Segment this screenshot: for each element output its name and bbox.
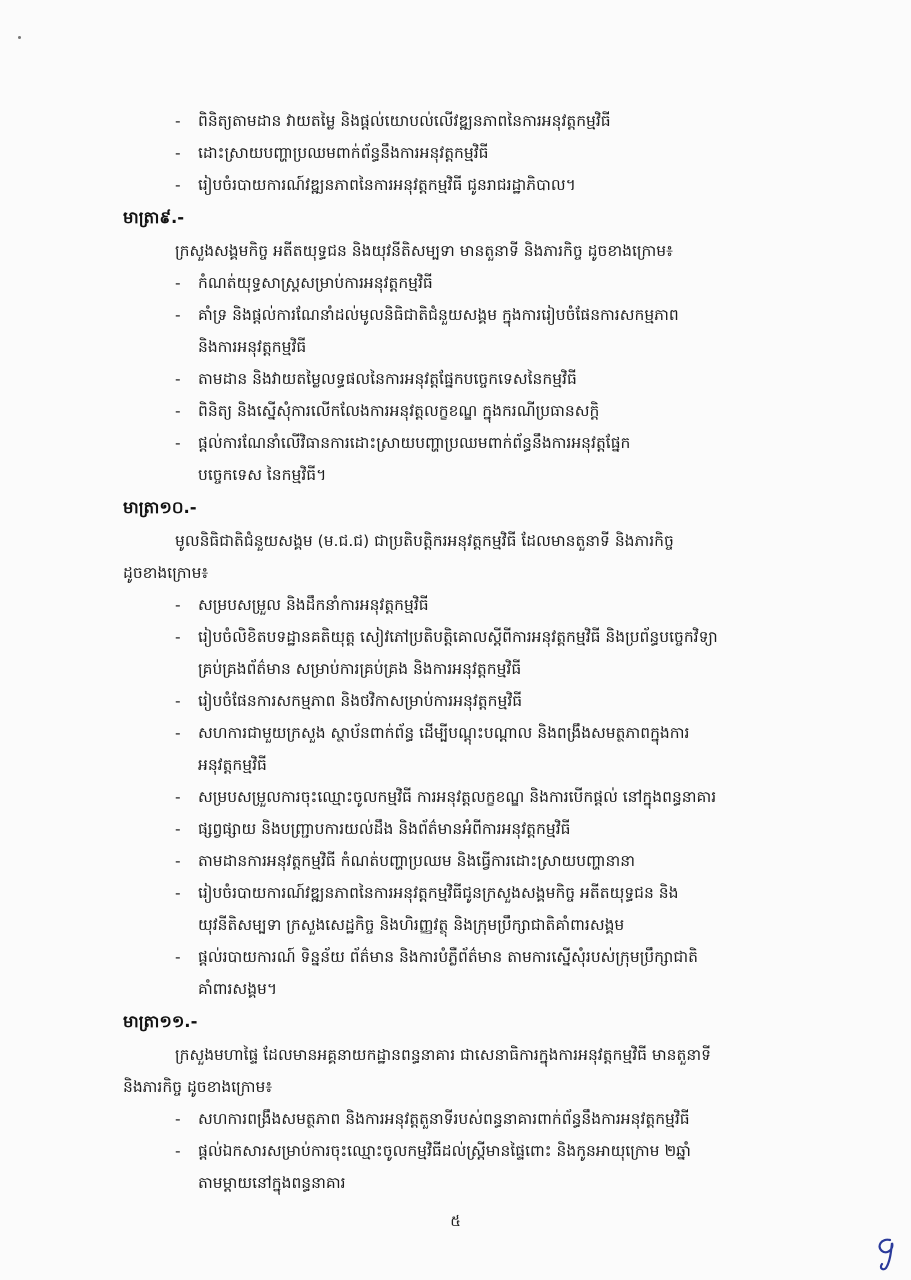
bullet-item (123, 877, 808, 909)
bullet-dash: - (175, 692, 181, 710)
bullet-text: ផ្តល់ឯកសារសម្រាប់ការចុះឈ្មោះចូលកម្មវិធីដល់ស្ត្រីមានផ្ទៃពោះ និងកូនអាយុក្រោម ២ឆ្នាំ (198, 1142, 691, 1160)
bullet-text: សហការជាមួយក្រសួង ស្ថាប័នពាក់ព័ន្ធ ដើម្បីបណ្តុះបណ្តាល និងពង្រឹងសមត្ថភាពក្នុងការ (198, 724, 690, 742)
bullet-dash: - (175, 1142, 181, 1160)
bullet-dash: - (175, 176, 181, 194)
bullet-item (123, 169, 808, 201)
bullet-item (123, 267, 808, 299)
bullet-text: រៀបចំរបាយការណ៍វឌ្ឍនភាពនៃការអនុវត្តកម្មវិធីជូនក្រសួងសង្គមកិច្ច អតីតយុទ្ធជន និង (198, 884, 679, 902)
bullet-item (123, 589, 808, 621)
bullet-item (123, 363, 808, 395)
page-number: ៥ (450, 1212, 461, 1230)
bullet-continuation: បច្ចេកទេស នៃកម្មវិធី។ (198, 466, 327, 484)
bullet-item (123, 845, 808, 877)
bullet-text: តាមដាន និងវាយតម្លៃលទ្ធផលនៃការអនុវត្តផ្នែកបច្ចេកទេសនៃកម្មវិធី (198, 370, 577, 388)
handwritten-initial-icon (870, 1234, 904, 1272)
bullet-dash: - (175, 144, 181, 162)
bullet-text: ពិនិត្យតាមដាន វាយតម្លៃ និងផ្ដល់យោបល់លើវឌ្ឍនភាពនៃការអនុវត្តកម្មវិធី (198, 112, 611, 130)
bullet-dash: - (175, 306, 181, 324)
bullet-item (123, 621, 808, 653)
bullet-dash: - (175, 884, 181, 902)
paragraph-continuation: និងភារកិច្ច ដូចខាងក្រោម៖ (123, 1078, 273, 1096)
bullet-dash: - (175, 628, 181, 646)
bullet-text: ផ្សព្វផ្សាយ និងបញ្ជ្រាបការយល់ដឹង និងព័ត៌មានអំពីការអនុវត្តកម្មវិធី (198, 820, 571, 838)
bullet-text: សម្របសម្រួលការចុះឈ្មោះចូលកម្មវិធី ការអនុវត្តលក្ខខណ្ឌ និងការបើកផ្តល់ នៅក្នុងពន្ធនាគារ (198, 788, 717, 806)
bullet-dash: - (175, 274, 181, 292)
bullet-text: ពិនិត្យ និងស្នើសុំការលើកលែងការអនុវត្តលក្ខខណ្ឌ ក្នុងករណីប្រធានសក្តិ (198, 402, 600, 420)
bullet-text: ផ្តល់របាយការណ៍ ទិន្នន័យ ព័ត៌មាន និងការបំភ្លឺព័ត៌មាន តាមការស្នើសុំរបស់ក្រុមប្រឹក្សាជាតិ (198, 948, 698, 966)
paragraph-continuation: ដូចខាងក្រោម៖ (123, 564, 209, 582)
bullet-text: គាំទ្រ និងផ្ដល់ការណែនាំដល់មូលនិធិជាតិជំនួយសង្គម ក្នុងការរៀបចំផែនការសកម្មភាព (198, 306, 679, 324)
bullet-text: កំណត់យុទ្ធសាស្ត្រសម្រាប់ការអនុវត្តកម្មវិធី (198, 274, 433, 292)
bullet-text: សហការពង្រឹងសមត្ថភាព និងការអនុវត្តតួនាទីរបស់ពន្ធនាគារពាក់ព័ន្ធនឹងការអនុវត្តកម្មវិធី (198, 1110, 690, 1128)
bullet-dash: - (175, 370, 181, 388)
bullet-text: សម្របសម្រួល និងដឹកនាំការអនុវត្តកម្មវិធី (198, 596, 429, 614)
bullet-text: ដោះស្រាយបញ្ហាប្រឈមពាក់ព័ន្ធនឹងការអនុវត្តកម្មវិធី (198, 144, 489, 162)
bullet-text: តាមដានការអនុវត្តកម្មវិធី កំណត់បញ្ហាប្រឈម និងធ្វើការដោះស្រាយបញ្ហានានា (198, 852, 636, 870)
bullet-text: រៀបចំរបាយការណ៍វឌ្ឍនភាពនៃការអនុវត្តកម្មវិធី ជូនរាជរដ្ឋាភិបាល។ (198, 176, 576, 194)
bullet-dash: - (175, 788, 181, 806)
bullet-item (123, 685, 808, 717)
paragraph-line: មូលនិធិជាតិជំនួយសង្គម (ម.ជ.ជ) ជាប្រតិបត្តិករអនុវត្តកម្មវិធី ដែលមានតួនាទី និងភារកិច្ច (175, 532, 674, 550)
bullet-continuation: អនុវត្តកម្មវិធី (198, 756, 267, 774)
article-heading: មាត្រា៩.- (123, 208, 185, 227)
bullet-dash: - (175, 434, 181, 452)
bullet-text: រៀបចំផែនការសកម្មភាព និងថវិកាសម្រាប់ការអនុវត្តកម្មវិធី (198, 692, 523, 710)
article-heading: មាត្រា១០.- (123, 498, 197, 517)
bullet-text: ផ្តល់ការណែនាំលើវិធានការដោះស្រាយបញ្ហាប្រឈមពាក់ព័ន្ធនឹងការអនុវត្តផ្នែក (198, 434, 631, 452)
bullet-item (123, 1135, 808, 1167)
bullet-item (123, 427, 808, 459)
bullet-item (123, 137, 808, 169)
bullet-item (123, 813, 808, 845)
bullet-continuation: គ្រប់គ្រងព័ត៌មាន សម្រាប់ការគ្រប់គ្រង និងការអនុវត្តកម្មវិធី (198, 660, 522, 678)
bullet-continuation: តាមម្តាយនៅក្នុងពន្ធនាគារ (198, 1174, 346, 1192)
bullet-dash: - (175, 948, 181, 966)
bullet-item (123, 717, 808, 749)
bullet-continuation: និងការអនុវត្តកម្មវិធី (198, 338, 307, 356)
bullet-dash: - (175, 1110, 181, 1128)
bullet-dash: - (175, 820, 181, 838)
bullet-continuation: យុវនីតិសម្បទា ក្រសួងសេដ្ឋកិច្ច និងហិរញ្ញវត្ថុ និងក្រុមប្រឹក្សាជាតិគាំពារសង្គម (198, 916, 625, 934)
bullet-dash: - (175, 596, 181, 614)
bullet-item (123, 781, 808, 813)
bullet-dash: - (175, 724, 181, 742)
bullet-dash: - (175, 112, 181, 130)
paragraph-line: ក្រសួងសង្គមកិច្ច អតីតយុទ្ធជន និងយុវនីតិសម្បទា មានតួនាទី និងភារកិច្ច ដូចខាងក្រោម៖ (175, 242, 673, 260)
bullet-item (123, 1103, 808, 1135)
scan-speck (18, 36, 21, 39)
paragraph-line: ក្រសួងមហាផ្ទៃ ដែលមានអគ្គនាយកដ្ឋានពន្ធនាគារ ជាសេនាធិការក្នុងការអនុវត្តកម្មវិធី មានតួនាទី (175, 1046, 711, 1064)
bullet-continuation: គាំពារសង្គម។ (198, 980, 278, 998)
bullet-item (123, 105, 808, 137)
bullet-item (123, 941, 808, 973)
article-heading: មាត្រា១១.- (123, 1012, 198, 1031)
bullet-item (123, 299, 808, 331)
bullet-item (123, 395, 808, 427)
bullet-dash: - (175, 852, 181, 870)
document-body (123, 105, 808, 1199)
bullet-text: រៀបចំលិខិតបទដ្ឋានគតិយុត្ត សៀវភៅប្រតិបត្តិគោលស្តីពីការអនុវត្តកម្មវិធី និងប្រព័ន្ធបច្ចេកវិទ្យា (198, 628, 718, 646)
bullet-dash: - (175, 402, 181, 420)
